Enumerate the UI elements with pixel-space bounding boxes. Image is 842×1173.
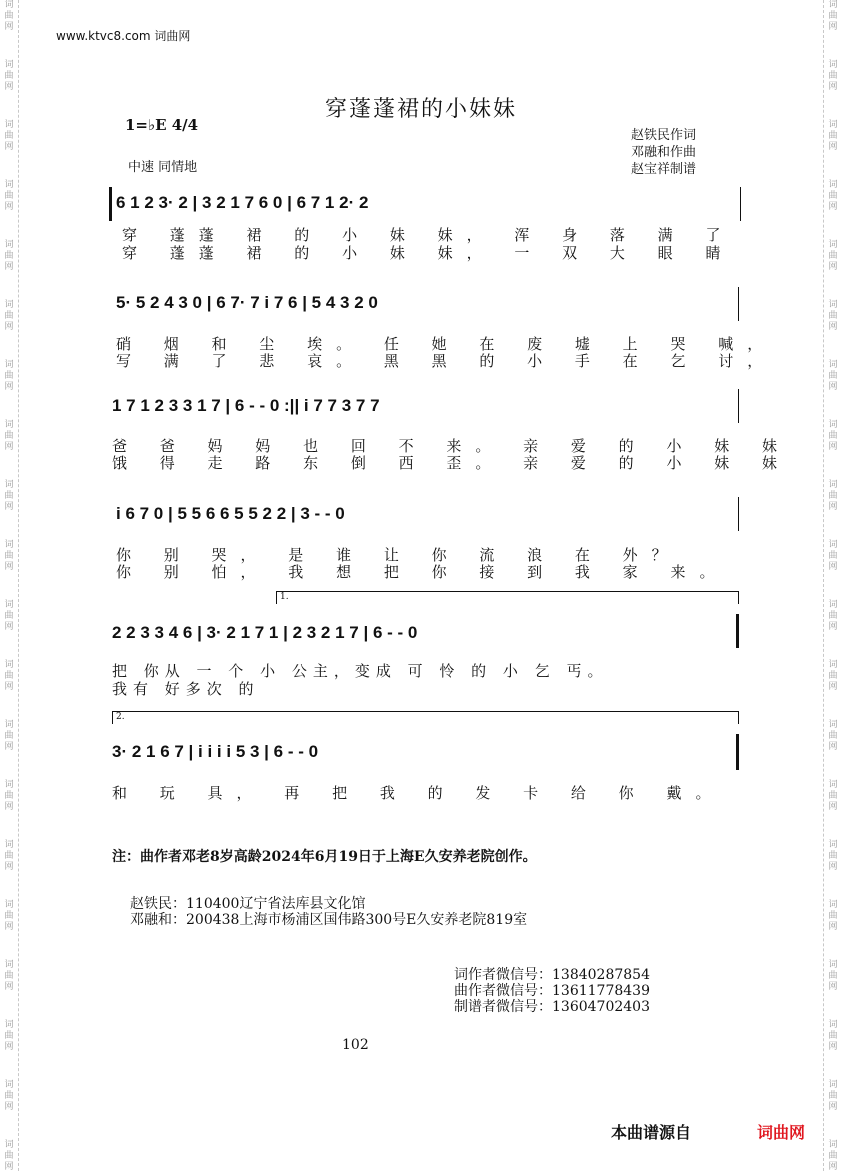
- watermark-text: 词 曲 网: [4, 480, 14, 512]
- brand-link[interactable]: 词曲网: [757, 1123, 806, 1142]
- watermark-text: 词 曲 网: [4, 540, 14, 572]
- watermark-text: 词 曲 网: [4, 240, 14, 272]
- lyrics-verse2: 穿 蓬蓬 裙 的 小 妹 妹， 一 双 大 眼 睛: [122, 244, 735, 262]
- watermark-text: 词 曲 网: [828, 1020, 838, 1052]
- watermark-text: 词 曲 网: [4, 360, 14, 392]
- watermark-text: 词 曲 网: [828, 540, 838, 572]
- site-url[interactable]: www.ktvc8.com 词曲网: [56, 29, 191, 43]
- barline: [738, 389, 739, 423]
- lyrics-verse2: 你 别 怕， 我 想 把 你 接 到 我 家 来。: [116, 563, 729, 581]
- watermark-text: 词 曲 网: [828, 180, 838, 212]
- volta-label: 1.: [280, 592, 289, 602]
- watermark-text: 词 曲 网: [4, 600, 14, 632]
- score-system-2: [112, 293, 738, 321]
- watermark-text: 词 曲 网: [828, 600, 838, 632]
- watermark-text: 词 曲 网: [828, 60, 838, 92]
- lyrics-verse1: 爸 爸 妈 妈 也 回 不 来。 亲 爱 的 小 妹 妹: [112, 437, 791, 455]
- watermark-text: 词 曲 网: [4, 180, 14, 212]
- watermark-text: 词 曲 网: [4, 60, 14, 92]
- watermark-text: 词 曲 网: [4, 1020, 14, 1052]
- lyrics-verse2: 我有 好多次 的: [112, 680, 260, 698]
- watermark-text: 词 曲 网: [828, 120, 838, 152]
- watermark-text: 词 曲 网: [828, 360, 838, 392]
- notes-line: 1 7 1 2 3 3 1 7 | 6 - - 0 :|| i 7 7 3 7 7: [112, 396, 380, 415]
- second-ending-bracket: [112, 711, 739, 724]
- final-barline: [736, 734, 739, 770]
- watermark-text: 词 曲 网: [828, 840, 838, 872]
- watermark-text: 词 曲 网: [828, 480, 838, 512]
- watermark-text: 词 曲 网: [828, 660, 838, 692]
- arranger-credit: 赵宝祥制谱: [631, 162, 697, 177]
- watermark-text: 词 曲 网: [4, 0, 14, 32]
- watermark-text: 词 曲 网: [4, 420, 14, 452]
- score-system-6: [112, 742, 738, 770]
- watermark-text: 词 曲 网: [828, 720, 838, 752]
- watermark-text: 词 曲 网: [828, 900, 838, 932]
- watermark-text: 词 曲 网: [4, 1140, 14, 1172]
- lyrics-verse1: 你 别 哭， 是 谁 让 你 流 浪 在 外？: [116, 546, 681, 564]
- watermark-text: 词 曲 网: [4, 960, 14, 992]
- watermark-text: 词 曲 网: [828, 240, 838, 272]
- tempo-marking: 中速 同情地: [128, 160, 198, 175]
- score-system-4: [112, 504, 738, 532]
- notes-line: 6 1 2 3· 2 | 3 2 1 7 6 0 | 6 7 1 2· 2: [116, 193, 369, 212]
- lyrics-verse1: 把 你从 一 个 小 公主，变成 可 怜 的 小 乞 丐。: [112, 662, 609, 680]
- composer-credit: 邓融和作曲: [631, 145, 697, 160]
- watermark-text: 词 曲 网: [4, 840, 14, 872]
- notes-line: 3· 2 1 6 7 | i i i i 5 3 | 6 - - 0: [112, 742, 319, 761]
- song-title: 穿蓬蓬裙的小妹妹: [324, 97, 517, 122]
- score-system-3: [112, 396, 738, 424]
- watermark-text: 词 曲 网: [4, 300, 14, 332]
- watermark-text: 词 曲 网: [828, 1140, 838, 1172]
- watermark-text: 词 曲 网: [828, 300, 838, 332]
- repeat-start-barline: [109, 187, 112, 221]
- watermark-text: 词 曲 网: [4, 780, 14, 812]
- watermark-text: 词 曲 网: [4, 1080, 14, 1112]
- volta-label: 2.: [116, 712, 125, 722]
- watermark-text: 词 曲 网: [4, 120, 14, 152]
- lyrics-verse1: 和 玩 具， 再 把 我 的 发 卡 给 你 戴。: [112, 784, 725, 802]
- notes-line: 5· 5 2 4 3 0 | 6 7· 7 i 7 6 | 5 4 3 2 0: [116, 293, 378, 312]
- watermark-text: 词 曲 网: [4, 660, 14, 692]
- watermark-text: 词 曲 网: [828, 1080, 838, 1112]
- lyrics-verse1: 硝 烟 和 尘 埃。 任 她 在 废 墟 上 哭 喊，: [116, 335, 777, 353]
- address-composer: 邓融和：200438上海市杨浦区国伟路300号E久安养老院819室: [130, 912, 528, 928]
- notes-line: i 6 7 0 | 5 5 6 6 5 5 2 2 | 3 - - 0: [116, 504, 345, 523]
- barline: [740, 187, 741, 221]
- page-number: 102: [342, 1037, 369, 1053]
- watermark-text: 词 曲 网: [828, 960, 838, 992]
- wechat-arranger: 制谱者微信号：13604702403: [454, 999, 650, 1015]
- wechat-composer: 曲作者微信号：13611778439: [454, 983, 650, 999]
- watermark-text: 词 曲 网: [828, 0, 838, 32]
- key-signature: 1=♭E 4/4: [125, 116, 199, 134]
- lyrics-verse2: 写 满 了 悲 哀。 黑 黑 的 小 手 在 乞 讨，: [116, 352, 777, 370]
- right-watermark-strip: [823, 0, 842, 1171]
- wechat-lyricist: 词作者微信号：13840287854: [454, 967, 650, 983]
- watermark-text: 词 曲 网: [828, 420, 838, 452]
- barline: [738, 287, 739, 321]
- watermark-text: 词 曲 网: [4, 900, 14, 932]
- notes-line: 2 2 3 3 4 6 | 3· 2 1 7 1 | 2 3 2 1 7 | 6 - - 0: [112, 623, 418, 642]
- watermark-text: 词 曲 网: [4, 720, 14, 752]
- source-label: 本曲谱源自: [611, 1123, 692, 1142]
- watermark-text: 词 曲 网: [828, 780, 838, 812]
- address-lyricist: 赵铁民：110400辽宁省法库县文化馆: [130, 896, 366, 912]
- first-ending-bracket: [276, 591, 739, 604]
- left-watermark-strip: [0, 0, 19, 1171]
- final-barline: [736, 614, 739, 648]
- composition-note: 注：曲作者邓老8岁高龄2024年6月19日于上海E久安养老院创作。: [112, 849, 537, 865]
- score-system-5: [112, 623, 738, 651]
- lyrics-verse1: 穿 蓬蓬 裙 的 小 妹 妹， 浑 身 落 满 了: [122, 226, 735, 244]
- lyrics-verse2: 饿 得 走 路 东 倒 西 歪。 亲 爱 的 小 妹 妹: [112, 454, 791, 472]
- score-system-1: [112, 193, 738, 221]
- lyricist-credit: 赵铁民作词: [631, 128, 697, 143]
- barline: [738, 497, 739, 531]
